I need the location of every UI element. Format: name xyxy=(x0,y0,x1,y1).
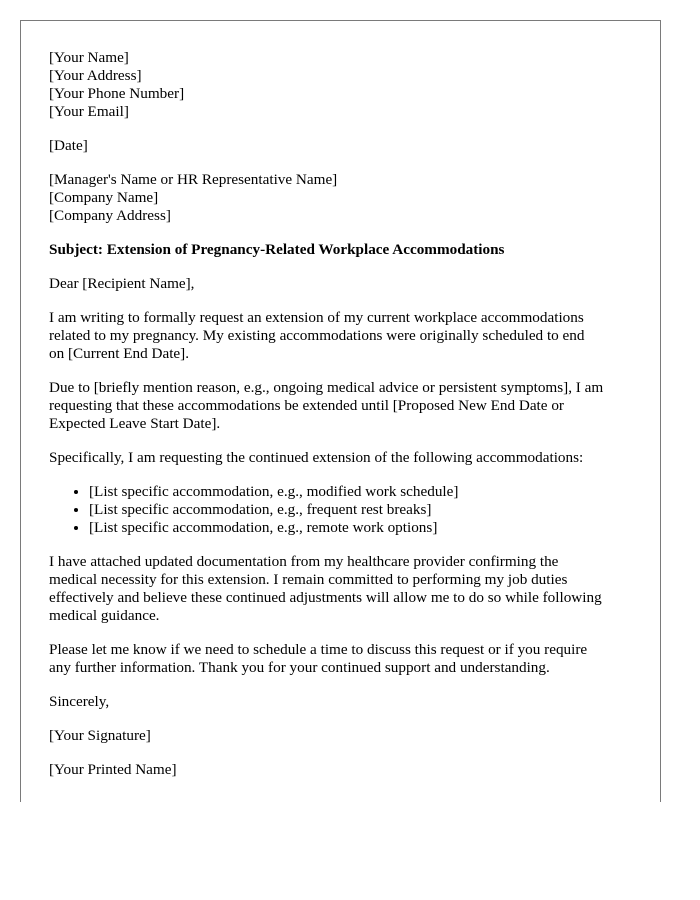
list-item: • [List specific accommodation, e.g., remote work options] xyxy=(89,519,639,537)
recipient-company: [Company Name] xyxy=(49,189,159,206)
paragraph-line: Please let me know if we need to schedule a time to discuss this request or if you require xyxy=(49,641,588,658)
subject-line: Subject: Extension of Pregnancy-Related Workplace Accommodations xyxy=(49,241,505,258)
paragraph-line: I am writing to formally request an extension of my current workplace accommodations xyxy=(49,309,584,326)
sender-address: [Your Address] xyxy=(49,67,142,84)
paragraph-line: Expected Leave Start Date]. xyxy=(49,415,221,432)
paragraph-line: effectively and believe these continued adjustments will allow me to do so while following xyxy=(49,589,602,606)
sender-phone: [Your Phone Number] xyxy=(49,85,185,102)
salutation: Dear [Recipient Name], xyxy=(49,275,195,292)
paragraph-2 xyxy=(49,379,639,433)
recipient-address: [Company Address] xyxy=(49,207,171,224)
paragraph-3 xyxy=(49,449,639,467)
letter-date: [Date] xyxy=(49,137,88,154)
paragraph-line: medical necessity for this extension. I remain committed to performing my job duties xyxy=(49,571,568,588)
list-item: • [List specific accommodation, e.g., modified work schedule] xyxy=(89,483,639,501)
date-block xyxy=(49,137,639,155)
paragraph-line: medical guidance. xyxy=(49,607,160,624)
paragraph-line: related to my pregnancy. My existing accommodations were originally scheduled to end xyxy=(49,327,585,344)
letter-page xyxy=(20,20,661,802)
paragraph-line: Due to [briefly mention reason, e.g., ongoing medical advice or persistent symptoms], I am xyxy=(49,379,604,396)
paragraph-line: I have attached updated documentation from my healthcare provider confirming the xyxy=(49,553,559,570)
letter-content xyxy=(49,49,639,795)
paragraph-line: requesting that these accommodations be extended until [Proposed New End Date or xyxy=(49,397,564,414)
list-item: • [List specific accommodation, e.g., frequent rest breaks] xyxy=(89,501,639,519)
printed-name: [Your Printed Name] xyxy=(49,761,177,778)
paragraph-line: any further information. Thank you for your continued support and understanding. xyxy=(49,659,550,676)
closing: Sincerely, xyxy=(49,693,110,710)
signature: [Your Signature] xyxy=(49,727,151,744)
paragraph-1 xyxy=(49,309,639,363)
sender-name: [Your Name] xyxy=(49,49,129,66)
recipient-block xyxy=(49,171,639,225)
paragraph-line: on [Current End Date]. xyxy=(49,345,190,362)
sender-email: [Your Email] xyxy=(49,103,129,120)
paragraph-line: Specifically, I am requesting the continued extension of the following accommodations: xyxy=(49,449,584,466)
recipient-name: [Manager's Name or HR Representative Name] xyxy=(49,171,338,188)
paragraph-4 xyxy=(49,553,639,625)
accommodations-list xyxy=(49,483,639,537)
paragraph-5 xyxy=(49,641,639,677)
sender-block xyxy=(49,49,639,121)
